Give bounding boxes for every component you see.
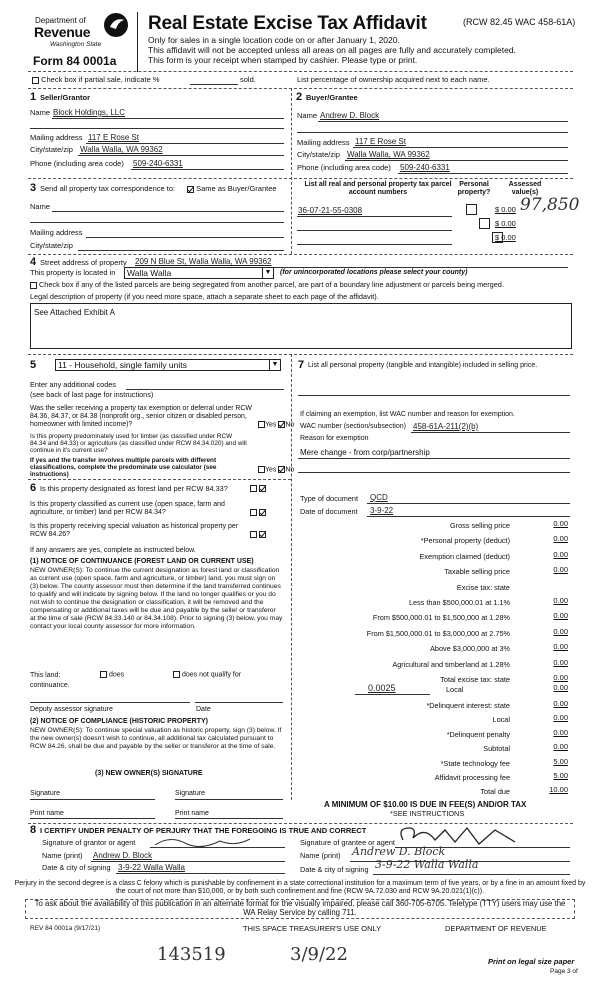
parcel-1-handwritten-value: 97,850 [520,195,580,215]
corr-mailing-field[interactable] [86,237,284,238]
dor-logo-icon [103,12,129,38]
tax-row-value[interactable]: 0.00 [553,611,568,621]
parcel-3-assessed[interactable]: $ 0.00 [495,233,516,242]
tax-row-value[interactable]: 0.00 [553,673,568,682]
dept-footer: DEPARTMENT OF REVENUE [445,924,547,933]
segregated-label: Check box if any of the listed parcels are being segregated from another parcel, are part of a boundary line adjustment or parcels being merged. [39,280,504,289]
doc-type-label: Type of document [300,494,359,503]
historic-yes-no [250,531,266,539]
dept-line2: Revenue [34,24,91,40]
section2-number: 2 [296,91,303,103]
tax-row-label: Taxable selling price [444,567,510,577]
same-as-buyer-checkbox[interactable] [187,186,194,193]
partial-sale-label: Check box if partial sale, indicate % [41,75,160,84]
compliance-body: NEW OWNER(S): To continue special valuation as historic property, sign (3) below. If the new owner(s) doesn't wish to continue, all additional tax calculated pursuant to RCW 84.26, shall be due and payable by the seller or transferor at the time of sale. [30,727,282,751]
buyer-name-value[interactable]: Andrew D. Block [320,111,380,120]
corr-city-label: City/state/zip [30,241,73,250]
parcel-1-personal-checkbox[interactable] [466,204,477,215]
grantee-date-label: Date & city of signing [300,865,369,874]
buyer-name-label: Name [297,111,318,120]
continuance-label: continuance. [30,682,70,689]
tax-row-label: *Personal property (deduct) [420,536,510,546]
tax-row-label: Local [492,715,510,725]
header-line2: This affidavit will not be accepted unless all areas on all pages are fully and accurately completed. [148,45,516,55]
buyer-mailing-label: Mailing address [297,138,350,147]
print-note: Print on legal size paper [488,957,575,966]
wac-label: WAC number (section/subsection) [300,423,406,430]
tax-row-label: *Delinquent penalty [446,729,510,739]
segregated-checkbox[interactable] [30,282,37,289]
receipt-date: 3/9/22 [290,944,348,965]
treasurer-label: THIS SPACE TREASURER'S USE ONLY [243,924,382,933]
local-label: Local [446,685,464,694]
deputy-date-label: Date [196,706,211,713]
tax-row-value[interactable]: 0.00 [553,519,568,528]
buyer-mailing-value[interactable]: 117 E Rose St [355,137,406,146]
codes-label: Enter any additional codes [30,380,116,389]
section4-number: 4 [30,256,37,268]
legal-value: See Attached Exhibit A [34,308,115,317]
assessed-col-header: Assessed value(s) [508,181,542,197]
owner-sig-1-field[interactable] [30,799,155,800]
rev-number: REV 84 0001a (9/17/21) [30,925,101,932]
doc-type-value[interactable]: QCD [370,493,388,502]
current-use-question: Is this property classified as current use (open space, farm and agriculture, or timber) land per RCW 84.34? [30,501,225,517]
grantor-name-value[interactable]: Andrew D. Block [93,851,153,860]
legal-description-box[interactable] [30,303,572,349]
buyer-city-label: City/state/zip [297,150,340,159]
doc-date-value[interactable]: 3-9-22 [370,506,394,515]
page-number: Page 3 of [550,968,578,975]
reason-label: Reason for exemption [300,435,369,442]
current-use-yes-checkbox[interactable] [250,509,257,516]
located-note: (for unincorporated locations please select your county) [280,269,468,276]
tax-row-label: Exemption claimed (deduct) [419,551,510,561]
personal-col-header: Personal property? [457,181,491,197]
continuance-heading: (1) NOTICE OF CONTINUANCE (FOREST LAND OR CURRENT USE) [30,558,254,565]
parcel-1-assessed[interactable]: $ 0.00 [495,205,516,214]
segregated-row [30,281,504,289]
grantor-date-value[interactable]: 3-9-22 Walla Walla [118,863,185,872]
use-code-selected: 11 - Household, single family units [58,360,187,370]
tax-row-value[interactable]: 0.00 [553,742,568,752]
exemption-question: Was the seller receiving a property tax exemption or deferral under RCW 84.36, 84.37, or 84.38 (nonprofit org., senior citizen or disabled person, homeowner with limited income)? [30,405,252,429]
tax-row-label: Excise tax: state [456,582,510,592]
legal-label: Legal description of property (if you need more space, attach a separate sheet to each page of the affidavit). [30,292,379,301]
correspondence-label: Send all property tax correspondence to: [40,184,176,193]
grantee-date-value[interactable]: 3-9-22 Walla Walla [375,858,479,871]
parcel-3-field[interactable] [297,244,452,245]
corr-city-field[interactable] [78,250,284,251]
timber-note: If yes and the transfer involves multiple parcels with different classifications, complete the predominate use calculator (see instructions) [30,457,217,479]
tax-row-value[interactable]: 5.00 [553,771,568,780]
section8-number: 8 [30,824,37,836]
owner-sig-2-label: Signature [175,790,205,797]
tax-row-value[interactable]: 0.00 [553,642,568,652]
does-not-option: does not qualify for [173,671,241,679]
parcel-1-value[interactable]: 36-07-21-55-0308 [298,206,363,215]
buyer-phone-value[interactable]: 509-240-6331 [400,163,450,172]
tax-row-label: *State technology fee [440,758,510,768]
alt-format-notice: To ask about the availability of this publication in an alternate format for the visually impaired, please call 360-705-6705. Teletype (TTY) users may use the WA Relay Service by calling 711. [34,899,566,917]
tax-row-value[interactable]: 0.00 [553,727,568,737]
location-selected: Walla Walla [127,268,172,278]
tax-row-label: Subtotal [483,744,510,754]
seller-name-value[interactable]: Block Holdings, LLC [53,108,126,117]
owner-print-1-label: Print name [30,810,64,817]
local-rate[interactable]: 0.0025 [368,683,396,693]
continuance-body: NEW OWNER(S): To continue the current designation as forest land or classification as current use (open space, farm and agriculture, or timber) land, you must sign on (3) below. The county assessor must then determine if the land transferred continues to qualify and will indicate by signing below. If the land no longer qualifies or you do not wish to continue the designation or classification, it will be removed and the compensating or additional taxes will be due and payable by the seller or transferor at the time of sale (RCW 84.33.140 or 84.34.108). Prior to signing (3) below, you may contact your local county assessor for more information. [30,567,283,631]
owner-sig-2-field[interactable] [175,799,283,800]
compliance-heading: (2) NOTICE OF COMPLIANCE (HISTORIC PROPERTY) [30,718,208,725]
tax-row-value[interactable]: 0.00 [553,549,568,559]
current-use-yes-no [250,509,266,517]
q2-yes-checkbox[interactable] [258,466,265,473]
tax-row-label: Total excise tax: state [440,675,510,684]
q2-no-checkbox[interactable] [278,466,285,473]
current-use-no-checkbox[interactable] [259,509,266,516]
street-label: Street address of property [40,258,127,267]
wac-value[interactable]: 458-61A-211(2)(b) [413,422,479,431]
same-as-buyer [187,185,277,194]
local-value[interactable]: 0.00 [553,683,568,692]
timber-question: Is this property predominately used for timber (as classified under RCW 84.34 and 84.33) or agriculture (as classified under RCW 84.34.020) and will continue in it's current use? [30,433,247,455]
tax-row-value[interactable]: 0.00 [553,565,568,575]
seller-phone-value[interactable]: 509-240-6331 [133,159,183,168]
chevron-down-icon: ▼ [269,360,280,370]
see-instructions: *SEE INSTRUCTIONS [390,809,465,818]
same-as-buyer-label: Same as Buyer/Grantee [196,184,277,193]
seller-phone-label: Phone (including area code) [30,159,124,168]
ownership-note: List percentage of ownership acquired next to each name. [297,75,490,84]
chevron-down-icon: ▼ [262,268,273,278]
tax-row-label: From $500,000.01 to $1,500,000 at 1.28% [372,613,510,623]
parcel-2-assessed[interactable]: $ 0.00 [495,219,516,228]
section7-number: 7 [298,359,305,371]
owner-print-1-field[interactable] [30,818,155,819]
located-label: This property is located in [30,268,116,277]
tax-row-label: Affidavit processing fee [434,773,510,782]
form-number: Form 84 0001a [33,54,117,68]
tax-row-label: *Delinquent interest: state [426,701,510,710]
corr-name-label: Name [30,202,51,211]
this-land-label: This land: [30,672,61,679]
owner-sig-1-label: Signature [30,790,60,797]
tax-row-value[interactable]: 0.00 [553,699,568,708]
owner-print-2-label: Print name [175,810,209,817]
tax-row-value[interactable]: 5.00 [553,756,568,766]
header-line3: This form is your receipt when stamped by cashier. Please type or print. [148,55,418,65]
minimum-note: A MINIMUM OF $10.00 IS DUE IN FEE(S) AND/OR TAX [324,800,527,809]
seller-mailing-label: Mailing address [30,133,83,142]
forest-question: Is this property designated as forest land per RCW 84.33? [40,484,228,493]
tax-row-label: Gross selling price [449,521,510,530]
partial-percent-field[interactable] [190,84,238,85]
owner-print-2-field[interactable] [175,818,283,819]
tax-row-label: Total due [480,787,510,797]
seller-city-value[interactable]: Walla Walla, WA 99362 [80,145,163,154]
corr-mailing-label: Mailing address [30,228,83,237]
buyer-heading: Buyer/Grantee [306,93,358,102]
partial-sale-row [32,76,160,85]
q1-no-checkbox[interactable] [278,421,285,428]
dept-line3: Washington State [50,41,102,48]
certification: I CERTIFY UNDER PENALTY OF PERJURY THAT THE FOREGOING IS TRUE AND CORRECT [40,826,367,835]
does-checkbox[interactable] [100,671,107,678]
seller-mailing-value[interactable]: 117 E Rose St [88,133,139,142]
does-not-checkbox[interactable] [173,671,180,678]
tax-row-value[interactable]: 0.00 [553,657,568,667]
seller-heading: Seller/Grantor [40,93,91,102]
deputy-signature-label: Deputy assessor signature [30,706,113,713]
grantee-name-label: Name (print) [300,851,341,860]
parcel-2-personal-checkbox[interactable] [479,218,490,229]
partial-sale-sold: sold. [240,75,256,84]
historic-yes-checkbox[interactable] [250,531,257,538]
use-code-select[interactable] [55,359,281,371]
q2-yes-no: Yes No [258,466,294,474]
seller-city-label: City/state/zip [30,145,73,154]
form-title: Real Estate Excise Tax Affidavit [148,13,427,34]
parcel-col-header: List all real and personal property tax parcel account numbers [304,181,452,197]
tax-row-label: From $1,500,000.01 to $3,000,000 at 2.75% [366,628,510,638]
q1-yes-checkbox[interactable] [258,421,265,428]
personal-property-label: List all personal property (tangible and intangible) included in selling price. [308,362,538,369]
section3-number: 3 [30,182,37,194]
section6-number: 6 [30,482,37,494]
historic-no-checkbox[interactable] [259,531,266,538]
personal-property-field[interactable] [298,395,570,396]
location-select[interactable] [124,267,274,279]
tax-row-value[interactable]: 10.00 [549,785,568,795]
section1-number: 1 [30,91,37,103]
forest-yes-checkbox[interactable] [250,485,257,492]
tax-row-label: Less than $500,000.01 at 1.1% [408,598,510,607]
seller-name-label: Name [30,108,51,117]
reason-value[interactable]: Mere change - from corp/partnership [300,448,430,457]
grantee-name-value[interactable]: Andrew D. Block [352,845,446,858]
any-yes-note: If any answers are yes, complete as instructed below. [30,547,196,554]
codes-note: (see back of last page for instructions) [30,390,154,399]
grantor-signature-scribble [150,833,260,853]
forest-no-checkbox[interactable] [259,485,266,492]
historic-question: Is this property receiving special valuation as historical property per RCW 84.26? [30,523,239,539]
exemption-label: If claiming an exemption, list WAC number and reason for exemption. [300,411,515,418]
receipt-number: 143519 [157,944,226,965]
buyer-phone-label: Phone (including area code) [297,163,391,172]
grantor-sig-label: Signature of grantor or agent [42,838,136,847]
grantor-date-label: Date & city of signing [42,863,111,872]
corr-name-field[interactable] [52,211,284,212]
street-value[interactable]: 209 N Blue St, Walla Walla, WA 99362 [135,257,272,266]
form-rcw: (RCW 82.45 WAC 458-61A) [463,17,576,27]
grantor-name-label: Name (print) [42,851,83,860]
forest-yes-no [250,485,266,493]
doc-date-label: Date of document [300,507,358,516]
dept-line1: Department of [35,16,86,25]
tax-row-value[interactable]: 0.00 [553,596,568,605]
tax-row-label: Above $3,000,000 at 3% [430,644,510,654]
tax-row-value[interactable]: 0.00 [553,713,568,723]
grantee-sig-label: Signature of grantee or agent [300,838,395,847]
section5-number: 5 [30,359,37,371]
header-line1: Only for sales in a single location code on or after January 1, 2020. [148,35,400,45]
q1-yes-no: Yes No [258,421,294,429]
perjury-notice: Perjury in the second degree is a class C felony which is punishable by confinement in a state correctional institution for a maximum term of five years, or by a fine in an amount fixed by the court of not more than $10,000, or by both such confinement and fine (RCW 9A.72.030 and RCW 9A.20.021(1)(c)). [14,880,586,896]
partial-sale-checkbox[interactable] [32,77,39,84]
buyer-city-value[interactable]: Walla Walla, WA 99362 [347,150,430,159]
parcel-2-field[interactable] [297,230,452,231]
tax-row-value[interactable]: 0.00 [553,626,568,636]
tax-row-label: Agricultural and timberland at 1.28% [392,659,510,669]
tax-row-value[interactable]: 0.00 [553,534,568,544]
does-option: does [100,671,124,679]
new-owner-sig-heading: (3) NEW OWNER(S) SIGNATURE [95,770,203,777]
